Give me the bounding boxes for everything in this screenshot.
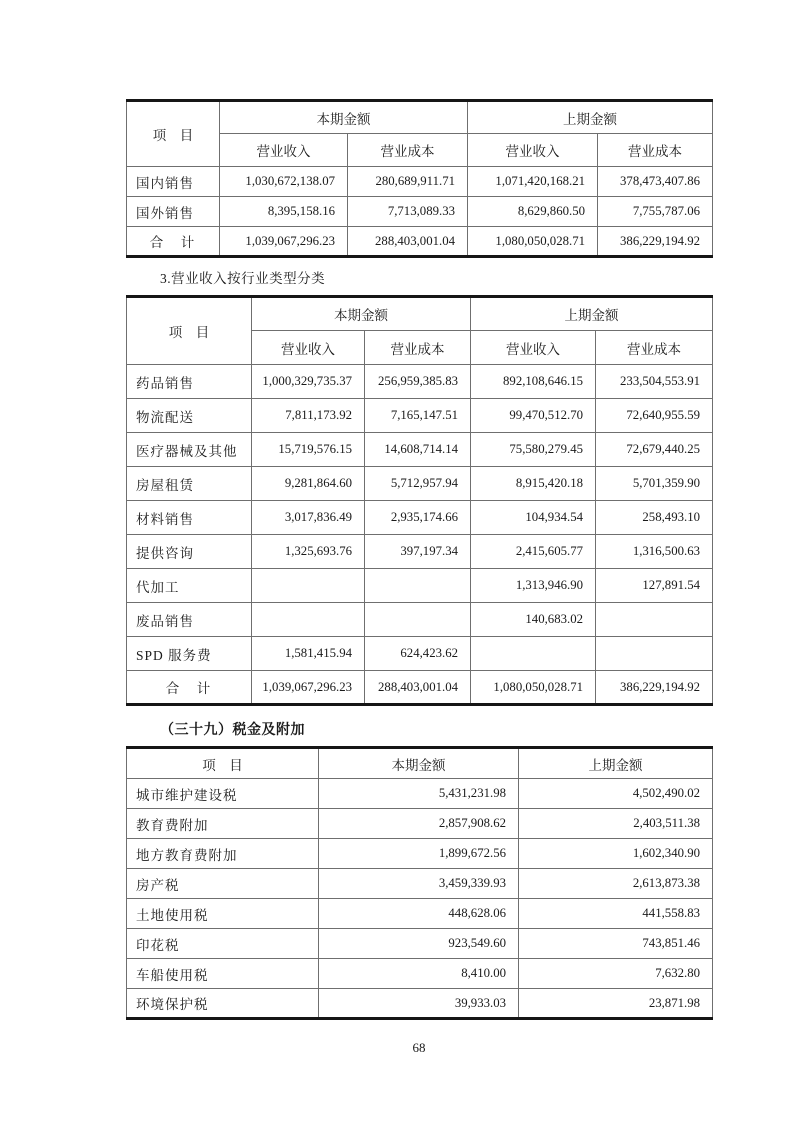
table-row: [127, 869, 713, 899]
row-label: 合 计: [127, 671, 252, 705]
amount-cell: [596, 637, 713, 671]
table-row: [127, 399, 713, 433]
page-number: 68: [412, 1040, 426, 1055]
amount-cell: 3,459,339.93: [319, 869, 519, 899]
row-label: 环境保护税: [127, 989, 319, 1019]
row-label: 教育费附加: [127, 809, 319, 839]
amount-cell: 1,039,067,296.23: [220, 227, 348, 257]
table-total-row: [127, 227, 713, 257]
amount-cell: 386,229,194.92: [596, 671, 713, 705]
row-label: 房产税: [127, 869, 319, 899]
amount-cell: 7,755,787.06: [598, 197, 713, 227]
row-label: 房屋租赁: [127, 467, 252, 501]
amount-cell: 448,628.06: [319, 899, 519, 929]
table-row: [127, 839, 713, 869]
amount-cell: 3,017,836.49: [252, 501, 365, 535]
amount-cell: 1,602,340.90: [519, 839, 713, 869]
amount-cell: 1,030,672,138.07: [220, 167, 348, 197]
amount-cell: 1,080,050,028.71: [471, 671, 596, 705]
column-header-cost: 营业成本: [365, 331, 471, 365]
row-label: 城市维护建设税: [127, 779, 319, 809]
amount-cell: 923,549.60: [319, 929, 519, 959]
amount-cell: 14,608,714.14: [365, 433, 471, 467]
amount-cell: 7,632.80: [519, 959, 713, 989]
table-row: [127, 365, 713, 399]
amount-cell: 280,689,911.71: [348, 167, 468, 197]
table-row: [127, 433, 713, 467]
revenue-by-industry-table: [126, 295, 713, 706]
table-row: [127, 501, 713, 535]
amount-cell: 72,679,440.25: [596, 433, 713, 467]
amount-cell: 258,493.10: [596, 501, 713, 535]
row-label: 物流配送: [127, 399, 252, 433]
amount-cell: [365, 603, 471, 637]
amount-cell: 1,000,329,735.37: [252, 365, 365, 399]
amount-cell: 9,281,864.60: [252, 467, 365, 501]
table-row: [127, 535, 713, 569]
column-header-current-period: 本期金额: [220, 101, 468, 134]
section-title-taxes-and-surcharges: （三十九）税金及附加: [160, 723, 305, 738]
row-label: 国内销售: [127, 167, 220, 197]
column-header-item: 项 目: [127, 748, 319, 779]
amount-cell: 1,581,415.94: [252, 637, 365, 671]
table-total-row: [127, 671, 713, 705]
table-row: [127, 899, 713, 929]
amount-cell: 1,325,693.76: [252, 535, 365, 569]
amount-cell: [596, 603, 713, 637]
column-header-prior-period: 上期金额: [471, 297, 713, 331]
column-header-cost: 营业成本: [348, 134, 468, 167]
amount-cell: 233,504,553.91: [596, 365, 713, 399]
amount-cell: [252, 569, 365, 603]
amount-cell: 8,915,420.18: [471, 467, 596, 501]
amount-cell: 1,316,500.63: [596, 535, 713, 569]
amount-cell: 2,613,873.38: [519, 869, 713, 899]
taxes-and-surcharges-table: [126, 746, 713, 1020]
amount-cell: 397,197.34: [365, 535, 471, 569]
amount-cell: [252, 603, 365, 637]
section-title-industry-classification: 3.营业收入按行业类型分类: [160, 271, 326, 286]
row-label: 国外销售: [127, 197, 220, 227]
table-row: [127, 929, 713, 959]
amount-cell: 104,934.54: [471, 501, 596, 535]
column-header-item: 项 目: [127, 101, 220, 167]
column-header-item: 项 目: [127, 297, 252, 365]
amount-cell: 288,403,001.04: [365, 671, 471, 705]
amount-cell: 1,899,672.56: [319, 839, 519, 869]
row-label: 合 计: [127, 227, 220, 257]
amount-cell: 5,712,957.94: [365, 467, 471, 501]
table-row: [127, 989, 713, 1019]
row-label: 药品销售: [127, 365, 252, 399]
amount-cell: 4,502,490.02: [519, 779, 713, 809]
amount-cell: [471, 637, 596, 671]
table-row: [127, 167, 713, 197]
amount-cell: 5,701,359.90: [596, 467, 713, 501]
row-label: 材料销售: [127, 501, 252, 535]
table-row: [127, 637, 713, 671]
amount-cell: 2,415,605.77: [471, 535, 596, 569]
amount-cell: 7,165,147.51: [365, 399, 471, 433]
page-content: [126, 0, 712, 1020]
row-label: 医疗器械及其他: [127, 433, 252, 467]
table-row: [127, 809, 713, 839]
amount-cell: 8,410.00: [319, 959, 519, 989]
amount-cell: 7,713,089.33: [348, 197, 468, 227]
amount-cell: 75,580,279.45: [471, 433, 596, 467]
column-header-revenue: 营业收入: [471, 331, 596, 365]
table-row: [127, 569, 713, 603]
amount-cell: 2,403,511.38: [519, 809, 713, 839]
column-header-prior-period: 上期金额: [468, 101, 713, 134]
sales-by-region-table: [126, 99, 713, 258]
amount-cell: 1,080,050,028.71: [468, 227, 598, 257]
table-row: [127, 959, 713, 989]
amount-cell: 15,719,576.15: [252, 433, 365, 467]
amount-cell: 23,871.98: [519, 989, 713, 1019]
amount-cell: 72,640,955.59: [596, 399, 713, 433]
amount-cell: [365, 569, 471, 603]
column-header-current-period: 本期金额: [319, 748, 519, 779]
amount-cell: 127,891.54: [596, 569, 713, 603]
row-label: 车船使用税: [127, 959, 319, 989]
column-header-prior-period: 上期金额: [519, 748, 713, 779]
amount-cell: 1,313,946.90: [471, 569, 596, 603]
column-header-revenue: 营业收入: [468, 134, 598, 167]
amount-cell: 624,423.62: [365, 637, 471, 671]
amount-cell: 2,857,908.62: [319, 809, 519, 839]
column-header-revenue: 营业收入: [220, 134, 348, 167]
amount-cell: 743,851.46: [519, 929, 713, 959]
row-label: 提供咨询: [127, 535, 252, 569]
row-label: SPD 服务费: [127, 637, 252, 671]
table-row: [127, 779, 713, 809]
row-label: 土地使用税: [127, 899, 319, 929]
row-label: 代加工: [127, 569, 252, 603]
amount-cell: 140,683.02: [471, 603, 596, 637]
amount-cell: 2,935,174.66: [365, 501, 471, 535]
amount-cell: 39,933.03: [319, 989, 519, 1019]
amount-cell: 441,558.83: [519, 899, 713, 929]
column-header-cost: 营业成本: [596, 331, 713, 365]
amount-cell: 8,395,158.16: [220, 197, 348, 227]
amount-cell: 99,470,512.70: [471, 399, 596, 433]
amount-cell: 1,039,067,296.23: [252, 671, 365, 705]
column-header-revenue: 营业收入: [252, 331, 365, 365]
row-label: 废品销售: [127, 603, 252, 637]
column-header-cost: 营业成本: [598, 134, 713, 167]
table-row: [127, 467, 713, 501]
row-label: 印花税: [127, 929, 319, 959]
amount-cell: 7,811,173.92: [252, 399, 365, 433]
amount-cell: 5,431,231.98: [319, 779, 519, 809]
table-row: [127, 603, 713, 637]
amount-cell: 8,629,860.50: [468, 197, 598, 227]
amount-cell: 892,108,646.15: [471, 365, 596, 399]
table-row: [127, 197, 713, 227]
row-label: 地方教育费附加: [127, 839, 319, 869]
amount-cell: 378,473,407.86: [598, 167, 713, 197]
amount-cell: 288,403,001.04: [348, 227, 468, 257]
amount-cell: 1,071,420,168.21: [468, 167, 598, 197]
amount-cell: 256,959,385.83: [365, 365, 471, 399]
column-header-current-period: 本期金额: [252, 297, 471, 331]
amount-cell: 386,229,194.92: [598, 227, 713, 257]
